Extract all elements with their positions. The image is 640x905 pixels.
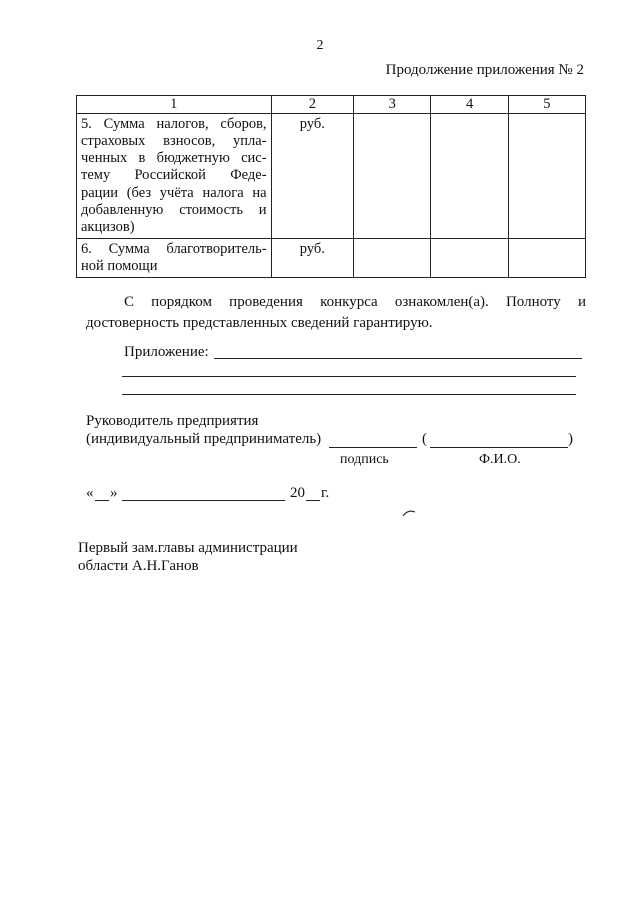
- open-paren: (: [422, 431, 427, 447]
- appendix-line[interactable]: [122, 394, 576, 395]
- signed-by: [78, 539, 298, 576]
- value-cell: [431, 114, 508, 239]
- row-unit: руб.: [271, 238, 354, 277]
- acknowledgement-line: достоверность представленных сведений гарантирую.: [86, 315, 433, 332]
- pen-mark-icon: [402, 508, 416, 518]
- description-line: акцизов): [81, 218, 135, 235]
- row-description: [77, 114, 272, 239]
- description-line: добавленную стоимость и: [81, 201, 267, 218]
- year-prefix: 20: [290, 485, 305, 501]
- table-row: [77, 238, 586, 277]
- close-paren: ): [568, 431, 573, 447]
- date-close-quote: »: [110, 485, 118, 501]
- table-row: [77, 114, 586, 239]
- column-header: 4: [431, 96, 508, 114]
- report-table: [76, 95, 586, 278]
- year-line[interactable]: [306, 500, 320, 501]
- signed-by-name: области А.Н.Ганов: [78, 558, 199, 575]
- column-header: 3: [354, 96, 431, 114]
- acknowledgement-paragraph: [86, 292, 586, 335]
- description-line: страховых взносов, упла-: [81, 133, 267, 150]
- head-title: Руководитель предприятия: [86, 413, 259, 429]
- appendix-label: Приложение:: [124, 344, 209, 360]
- row-description: [77, 238, 272, 277]
- signature-caption: подпись: [340, 452, 389, 467]
- description-line: ченных в бюджетную сис-: [81, 150, 267, 167]
- name-line[interactable]: [430, 447, 568, 448]
- description-line: рации (без учёта налога на: [81, 184, 267, 201]
- value-cell: [508, 238, 585, 277]
- acknowledgement-line: С порядком проведения конкурса ознакомлен(а). Полноту и: [124, 294, 586, 310]
- description-line: 6. Сумма благотворитель-: [81, 240, 267, 257]
- signature-line[interactable]: [329, 447, 417, 448]
- value-cell: [354, 238, 431, 277]
- page-number: 2: [316, 38, 324, 53]
- continuation-title: Продолжение приложения № 2: [385, 62, 584, 78]
- value-cell: [431, 238, 508, 277]
- description-line: 5. Сумма налогов, сборов,: [81, 116, 267, 133]
- value-cell: [508, 114, 585, 239]
- column-header: 5: [508, 96, 585, 114]
- table-header-row: [77, 96, 586, 114]
- value-cell: [354, 114, 431, 239]
- signed-by-position: Первый зам.главы администрации: [78, 540, 298, 556]
- column-header: 1: [77, 96, 272, 114]
- day-line[interactable]: [95, 500, 109, 501]
- appendix-line[interactable]: [122, 376, 576, 377]
- date-open-quote: «: [86, 485, 94, 501]
- year-suffix: г.: [321, 485, 330, 501]
- description-line: тему Российской Феде-: [81, 167, 267, 184]
- month-line[interactable]: [122, 500, 285, 501]
- name-caption: Ф.И.О.: [479, 452, 521, 467]
- description-line: ной помощи: [81, 257, 158, 274]
- head-subtitle: (индивидуальный предприниматель): [86, 431, 322, 447]
- row-unit: руб.: [271, 114, 354, 239]
- column-header: 2: [271, 96, 354, 114]
- appendix-line[interactable]: [214, 358, 582, 359]
